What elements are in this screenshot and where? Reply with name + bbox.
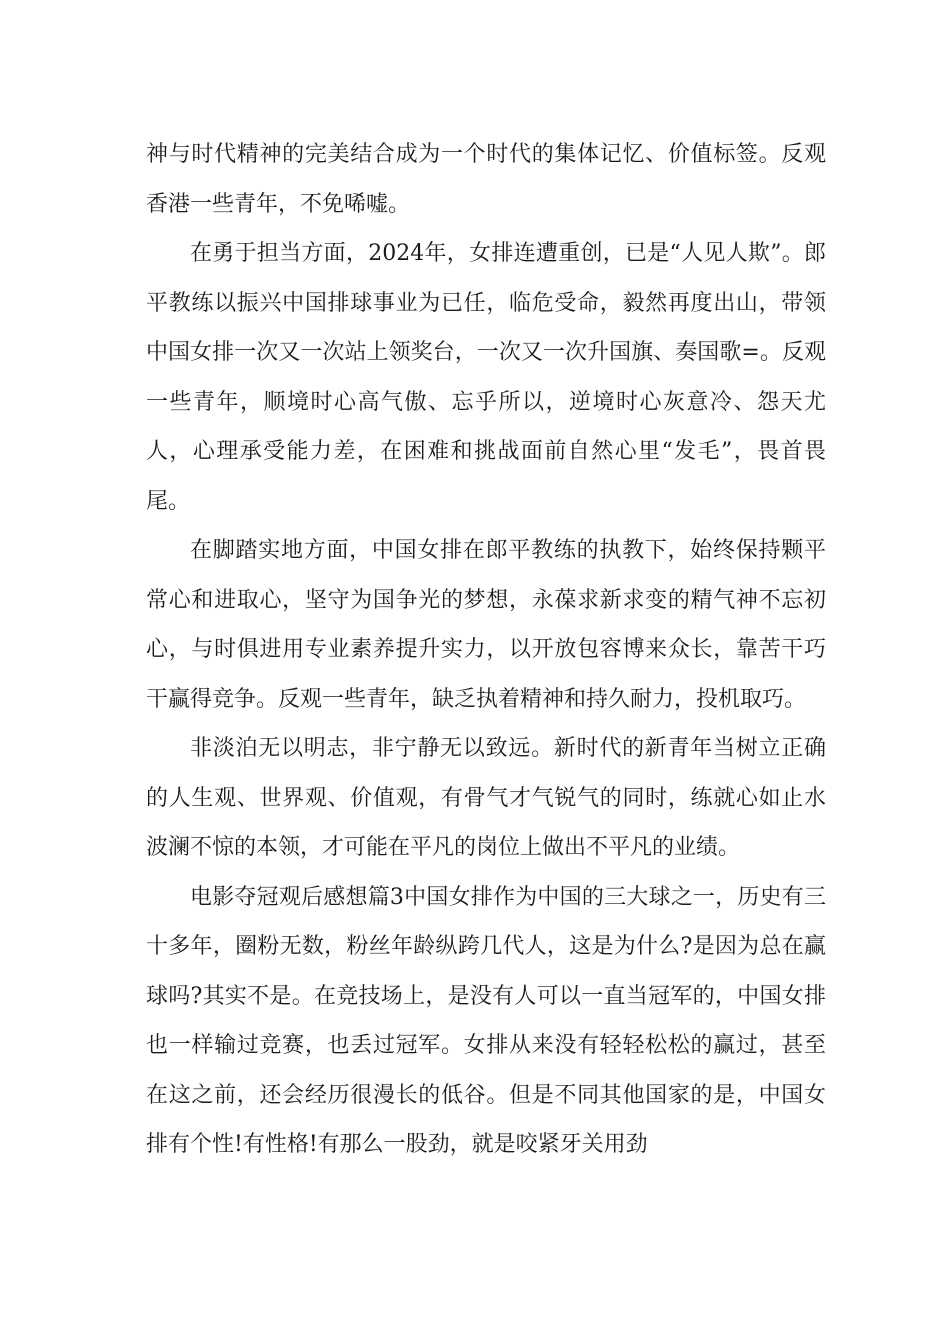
paragraph-courage: 在勇于担当方面，2024年，女排连遭重创，已是“人见人欺”。郎平教练以振兴中国排球事业为已任，临危受命，毅然再度出山，带领中国女排一次又一次站上领奖台，一次又一次升国旗、奏国歌=。反观一些青年，顺境时心高气傲、忘乎所以，逆境时心灰意冷、怨天尤人，心理承受能力差，在困难和挑战面前自然心里“发毛”，畏首畏尾。 <box>146 241 826 514</box>
paragraph-essay-3: 电影夺冠观后感想篇3中国女排作为中国的三大球之一，历史有三十多年，圈粉无数，粉丝年龄纵跨几代人，这是为什么?是因为总在赢球吗?其实不是。在竞技场上，是没有人可以一直当冠军的，中国女排也一样输过竞赛，也丢过冠军。女排从来没有轻轻松松的赢过，甚至在这之前，还会经历很漫长的低谷。但是不同其他国家的是，中国女排有个性!有性格!有那么一股劲，就是咬紧牙关用劲 <box>146 884 826 1157</box>
document-body <box>146 130 826 1170</box>
paragraph-tranquility: 非淡泊无以明志，非宁静无以致远。新时代的新青年当树立正确的人生观、世界观、价值观，有骨气才气锐气的同时，练就心如止水波澜不惊的本领，才可能在平凡的岗位上做出不平凡的业绩。 <box>146 736 826 860</box>
paragraph-down-to-earth: 在脚踏实地方面，中国女排在郎平教练的执教下，始终保持颗平常心和进取心，坚守为国争光的梦想，永葆求新求变的精气神不忘初心，与时俱进用专业素养提升实力，以开放包容博来众长，靠苦干巧干赢得竞争。反观一些青年，缺乏执着精神和持久耐力，投机取巧。 <box>146 538 826 712</box>
paragraph-continuation: 神与时代精神的完美结合成为一个时代的集体记忆、价值标签。反观香港一些青年，不免唏嘘。 <box>146 142 826 217</box>
